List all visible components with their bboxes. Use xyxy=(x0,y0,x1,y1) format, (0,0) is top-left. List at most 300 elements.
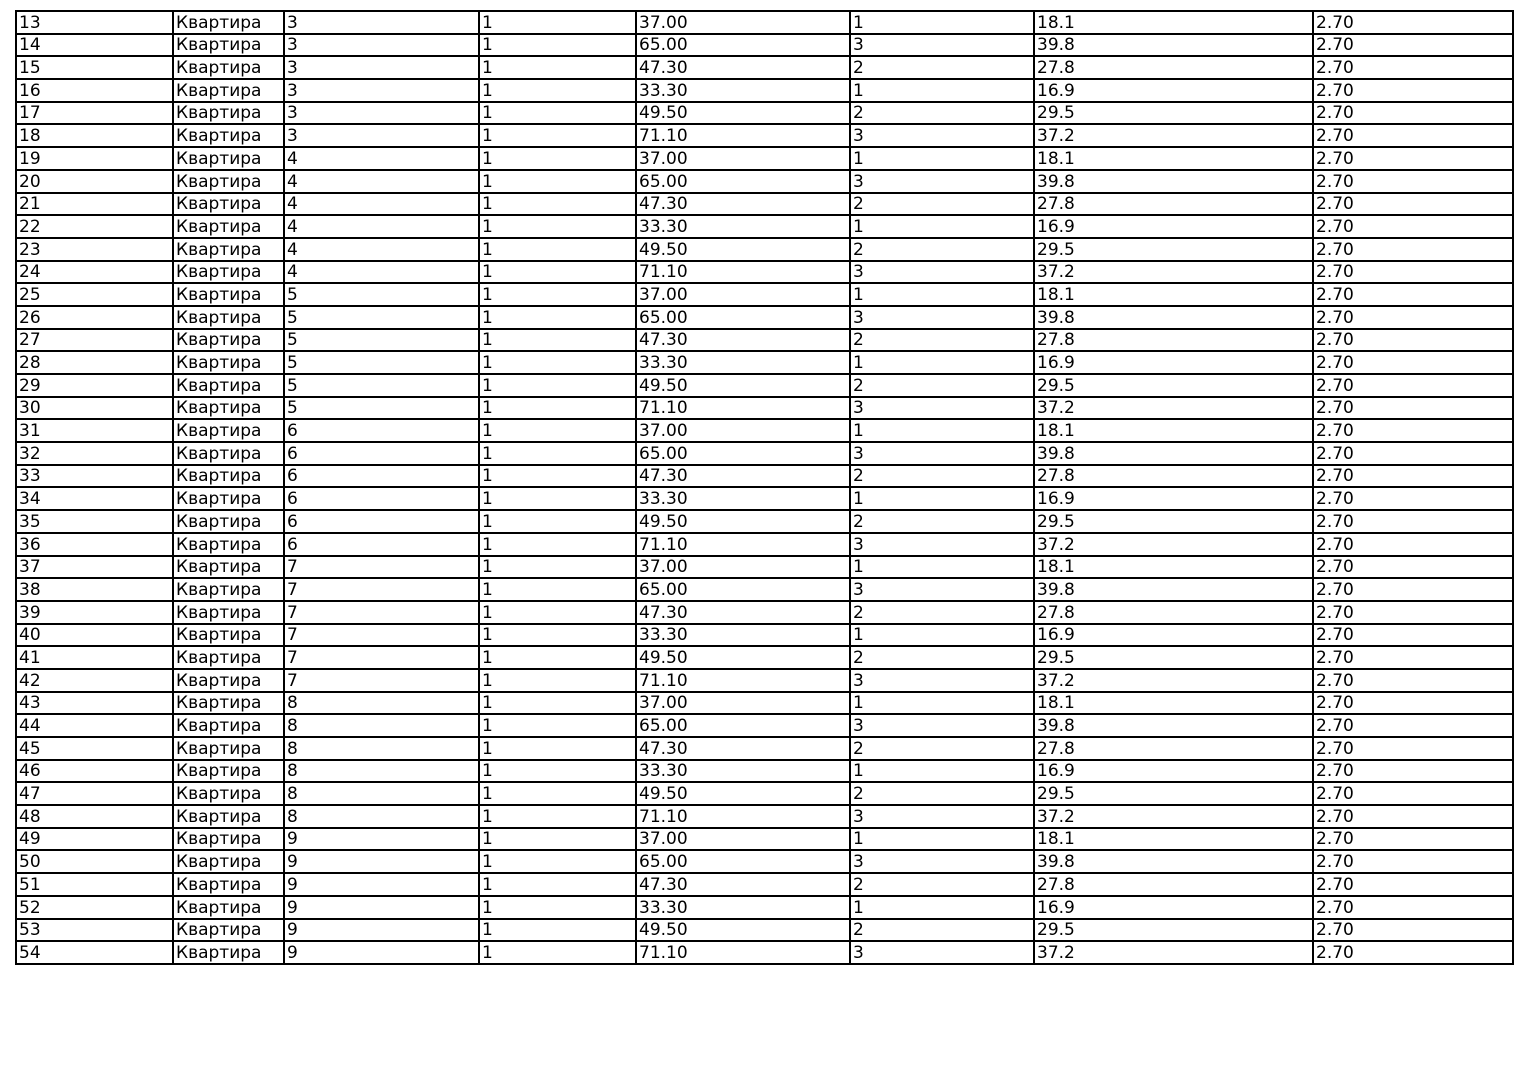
cell-living-area: 18.1 xyxy=(1034,419,1313,442)
cell-rooms: 1 xyxy=(850,11,1034,34)
cell-type: Квартира xyxy=(173,397,284,420)
cell-living-area: 16.9 xyxy=(1034,624,1313,647)
cell-number: 54 xyxy=(16,941,173,964)
cell-floor: 3 xyxy=(284,56,479,79)
cell-type: Квартира xyxy=(173,669,284,692)
cell-living-area: 29.5 xyxy=(1034,782,1313,805)
cell-number: 17 xyxy=(16,102,173,125)
cell-number: 45 xyxy=(16,737,173,760)
cell-total-area: 49.50 xyxy=(636,374,850,397)
cell-rooms: 3 xyxy=(850,306,1034,329)
cell-number: 52 xyxy=(16,896,173,919)
cell-number: 14 xyxy=(16,34,173,57)
cell-type: Квартира xyxy=(173,601,284,624)
cell-number: 31 xyxy=(16,419,173,442)
cell-floor: 9 xyxy=(284,941,479,964)
cell-type: Квартира xyxy=(173,510,284,533)
cell-rooms: 3 xyxy=(850,34,1034,57)
cell-ceiling-height: 2.70 xyxy=(1313,215,1513,238)
table-row xyxy=(16,306,1513,329)
cell-total-area: 65.00 xyxy=(636,34,850,57)
cell-section: 1 xyxy=(479,170,636,193)
cell-section: 1 xyxy=(479,34,636,57)
cell-total-area: 37.00 xyxy=(636,828,850,851)
cell-ceiling-height: 2.70 xyxy=(1313,737,1513,760)
cell-total-area: 49.50 xyxy=(636,102,850,125)
cell-total-area: 47.30 xyxy=(636,329,850,352)
cell-type: Квартира xyxy=(173,782,284,805)
cell-section: 1 xyxy=(479,692,636,715)
cell-rooms: 3 xyxy=(850,442,1034,465)
cell-section: 1 xyxy=(479,941,636,964)
cell-living-area: 39.8 xyxy=(1034,442,1313,465)
cell-type: Квартира xyxy=(173,374,284,397)
table-row xyxy=(16,533,1513,556)
cell-section: 1 xyxy=(479,283,636,306)
cell-rooms: 2 xyxy=(850,374,1034,397)
cell-living-area: 16.9 xyxy=(1034,896,1313,919)
cell-floor: 3 xyxy=(284,11,479,34)
table-row xyxy=(16,850,1513,873)
cell-floor: 8 xyxy=(284,782,479,805)
cell-ceiling-height: 2.70 xyxy=(1313,374,1513,397)
cell-rooms: 2 xyxy=(850,102,1034,125)
cell-rooms: 1 xyxy=(850,215,1034,238)
cell-living-area: 16.9 xyxy=(1034,351,1313,374)
cell-floor: 9 xyxy=(284,896,479,919)
cell-section: 1 xyxy=(479,124,636,147)
cell-ceiling-height: 2.70 xyxy=(1313,465,1513,488)
cell-ceiling-height: 2.70 xyxy=(1313,646,1513,669)
cell-ceiling-height: 2.70 xyxy=(1313,601,1513,624)
cell-total-area: 33.30 xyxy=(636,487,850,510)
cell-living-area: 27.8 xyxy=(1034,56,1313,79)
cell-section: 1 xyxy=(479,215,636,238)
cell-rooms: 2 xyxy=(850,238,1034,261)
cell-total-area: 47.30 xyxy=(636,56,850,79)
cell-section: 1 xyxy=(479,805,636,828)
cell-living-area: 27.8 xyxy=(1034,737,1313,760)
cell-ceiling-height: 2.70 xyxy=(1313,79,1513,102)
cell-number: 28 xyxy=(16,351,173,374)
cell-section: 1 xyxy=(479,556,636,579)
table-row xyxy=(16,351,1513,374)
cell-ceiling-height: 2.70 xyxy=(1313,102,1513,125)
cell-living-area: 37.2 xyxy=(1034,669,1313,692)
cell-living-area: 18.1 xyxy=(1034,692,1313,715)
cell-type: Квартира xyxy=(173,760,284,783)
table-row xyxy=(16,828,1513,851)
cell-living-area: 16.9 xyxy=(1034,79,1313,102)
cell-total-area: 65.00 xyxy=(636,850,850,873)
cell-total-area: 33.30 xyxy=(636,79,850,102)
cell-type: Квартира xyxy=(173,465,284,488)
table-row xyxy=(16,782,1513,805)
table-row xyxy=(16,56,1513,79)
cell-floor: 7 xyxy=(284,646,479,669)
cell-section: 1 xyxy=(479,419,636,442)
cell-type: Квартира xyxy=(173,306,284,329)
cell-ceiling-height: 2.70 xyxy=(1313,760,1513,783)
table-row xyxy=(16,215,1513,238)
table-body xyxy=(16,11,1513,964)
cell-number: 50 xyxy=(16,850,173,873)
cell-type: Квартира xyxy=(173,34,284,57)
cell-total-area: 47.30 xyxy=(636,601,850,624)
cell-total-area: 37.00 xyxy=(636,692,850,715)
cell-floor: 5 xyxy=(284,306,479,329)
cell-living-area: 18.1 xyxy=(1034,11,1313,34)
cell-total-area: 37.00 xyxy=(636,147,850,170)
cell-total-area: 47.30 xyxy=(636,737,850,760)
cell-type: Квартира xyxy=(173,941,284,964)
cell-floor: 4 xyxy=(284,147,479,170)
cell-rooms: 2 xyxy=(850,465,1034,488)
cell-rooms: 2 xyxy=(850,601,1034,624)
cell-floor: 6 xyxy=(284,487,479,510)
cell-total-area: 49.50 xyxy=(636,238,850,261)
cell-type: Квартира xyxy=(173,261,284,284)
cell-living-area: 39.8 xyxy=(1034,578,1313,601)
cell-type: Квартира xyxy=(173,737,284,760)
cell-section: 1 xyxy=(479,306,636,329)
cell-type: Квартира xyxy=(173,329,284,352)
cell-type: Квартира xyxy=(173,624,284,647)
table-row xyxy=(16,374,1513,397)
cell-floor: 9 xyxy=(284,828,479,851)
table-row xyxy=(16,487,1513,510)
cell-floor: 8 xyxy=(284,737,479,760)
cell-ceiling-height: 2.70 xyxy=(1313,419,1513,442)
table-row xyxy=(16,11,1513,34)
cell-total-area: 71.10 xyxy=(636,124,850,147)
cell-section: 1 xyxy=(479,760,636,783)
cell-number: 23 xyxy=(16,238,173,261)
cell-floor: 6 xyxy=(284,465,479,488)
cell-section: 1 xyxy=(479,669,636,692)
cell-rooms: 3 xyxy=(850,533,1034,556)
cell-ceiling-height: 2.70 xyxy=(1313,896,1513,919)
cell-number: 13 xyxy=(16,11,173,34)
cell-rooms: 3 xyxy=(850,850,1034,873)
table-row xyxy=(16,737,1513,760)
cell-type: Квартира xyxy=(173,442,284,465)
cell-living-area: 27.8 xyxy=(1034,193,1313,216)
cell-ceiling-height: 2.70 xyxy=(1313,147,1513,170)
cell-section: 1 xyxy=(479,147,636,170)
cell-living-area: 29.5 xyxy=(1034,646,1313,669)
cell-living-area: 16.9 xyxy=(1034,215,1313,238)
cell-living-area: 37.2 xyxy=(1034,533,1313,556)
cell-total-area: 65.00 xyxy=(636,306,850,329)
cell-number: 33 xyxy=(16,465,173,488)
cell-rooms: 2 xyxy=(850,56,1034,79)
cell-living-area: 37.2 xyxy=(1034,261,1313,284)
cell-total-area: 65.00 xyxy=(636,170,850,193)
cell-total-area: 65.00 xyxy=(636,442,850,465)
cell-living-area: 18.1 xyxy=(1034,283,1313,306)
cell-living-area: 39.8 xyxy=(1034,714,1313,737)
cell-number: 15 xyxy=(16,56,173,79)
cell-ceiling-height: 2.70 xyxy=(1313,124,1513,147)
cell-type: Квартира xyxy=(173,873,284,896)
cell-ceiling-height: 2.70 xyxy=(1313,919,1513,942)
cell-ceiling-height: 2.70 xyxy=(1313,170,1513,193)
cell-living-area: 18.1 xyxy=(1034,556,1313,579)
cell-floor: 8 xyxy=(284,805,479,828)
cell-ceiling-height: 2.70 xyxy=(1313,624,1513,647)
cell-total-area: 33.30 xyxy=(636,760,850,783)
cell-type: Квартира xyxy=(173,283,284,306)
cell-rooms: 2 xyxy=(850,646,1034,669)
cell-total-area: 71.10 xyxy=(636,533,850,556)
cell-section: 1 xyxy=(479,102,636,125)
cell-total-area: 33.30 xyxy=(636,624,850,647)
cell-type: Квартира xyxy=(173,692,284,715)
cell-section: 1 xyxy=(479,261,636,284)
cell-floor: 7 xyxy=(284,624,479,647)
cell-number: 21 xyxy=(16,193,173,216)
table-row xyxy=(16,714,1513,737)
table-row xyxy=(16,283,1513,306)
cell-total-area: 37.00 xyxy=(636,556,850,579)
cell-total-area: 37.00 xyxy=(636,283,850,306)
cell-section: 1 xyxy=(479,329,636,352)
table-row xyxy=(16,692,1513,715)
table-row xyxy=(16,34,1513,57)
cell-section: 1 xyxy=(479,11,636,34)
cell-type: Квартира xyxy=(173,238,284,261)
cell-type: Квартира xyxy=(173,419,284,442)
cell-rooms: 3 xyxy=(850,397,1034,420)
cell-ceiling-height: 2.70 xyxy=(1313,782,1513,805)
cell-floor: 8 xyxy=(284,760,479,783)
table-row xyxy=(16,329,1513,352)
cell-type: Квартира xyxy=(173,556,284,579)
cell-rooms: 3 xyxy=(850,805,1034,828)
cell-ceiling-height: 2.70 xyxy=(1313,238,1513,261)
cell-living-area: 39.8 xyxy=(1034,306,1313,329)
cell-living-area: 27.8 xyxy=(1034,601,1313,624)
cell-living-area: 18.1 xyxy=(1034,828,1313,851)
cell-floor: 4 xyxy=(284,238,479,261)
cell-living-area: 29.5 xyxy=(1034,919,1313,942)
cell-section: 1 xyxy=(479,782,636,805)
cell-ceiling-height: 2.70 xyxy=(1313,533,1513,556)
cell-floor: 7 xyxy=(284,556,479,579)
cell-type: Квартира xyxy=(173,533,284,556)
table-row xyxy=(16,578,1513,601)
cell-number: 34 xyxy=(16,487,173,510)
cell-ceiling-height: 2.70 xyxy=(1313,669,1513,692)
cell-ceiling-height: 2.70 xyxy=(1313,351,1513,374)
cell-rooms: 2 xyxy=(850,193,1034,216)
table-row xyxy=(16,124,1513,147)
cell-living-area: 29.5 xyxy=(1034,102,1313,125)
cell-rooms: 2 xyxy=(850,510,1034,533)
cell-floor: 4 xyxy=(284,170,479,193)
cell-rooms: 2 xyxy=(850,737,1034,760)
table-row xyxy=(16,261,1513,284)
cell-floor: 9 xyxy=(284,919,479,942)
cell-number: 48 xyxy=(16,805,173,828)
cell-rooms: 2 xyxy=(850,919,1034,942)
cell-number: 36 xyxy=(16,533,173,556)
table-row xyxy=(16,805,1513,828)
cell-floor: 4 xyxy=(284,193,479,216)
apartment-table xyxy=(15,10,1514,965)
cell-floor: 7 xyxy=(284,578,479,601)
cell-ceiling-height: 2.70 xyxy=(1313,805,1513,828)
cell-number: 41 xyxy=(16,646,173,669)
table-row xyxy=(16,556,1513,579)
cell-number: 32 xyxy=(16,442,173,465)
cell-section: 1 xyxy=(479,351,636,374)
cell-type: Квартира xyxy=(173,714,284,737)
cell-number: 51 xyxy=(16,873,173,896)
cell-ceiling-height: 2.70 xyxy=(1313,828,1513,851)
cell-floor: 3 xyxy=(284,124,479,147)
cell-number: 16 xyxy=(16,79,173,102)
cell-number: 22 xyxy=(16,215,173,238)
table-row xyxy=(16,465,1513,488)
cell-living-area: 16.9 xyxy=(1034,487,1313,510)
cell-rooms: 3 xyxy=(850,669,1034,692)
cell-total-area: 65.00 xyxy=(636,578,850,601)
cell-total-area: 71.10 xyxy=(636,941,850,964)
cell-number: 38 xyxy=(16,578,173,601)
cell-floor: 5 xyxy=(284,374,479,397)
table-row xyxy=(16,760,1513,783)
cell-total-area: 71.10 xyxy=(636,669,850,692)
cell-rooms: 2 xyxy=(850,873,1034,896)
cell-total-area: 71.10 xyxy=(636,805,850,828)
table-row xyxy=(16,397,1513,420)
cell-living-area: 29.5 xyxy=(1034,374,1313,397)
cell-section: 1 xyxy=(479,873,636,896)
cell-rooms: 1 xyxy=(850,79,1034,102)
cell-rooms: 1 xyxy=(850,692,1034,715)
table-row xyxy=(16,419,1513,442)
cell-floor: 7 xyxy=(284,669,479,692)
cell-number: 25 xyxy=(16,283,173,306)
table-row xyxy=(16,601,1513,624)
cell-type: Квартира xyxy=(173,850,284,873)
cell-number: 49 xyxy=(16,828,173,851)
cell-section: 1 xyxy=(479,646,636,669)
cell-total-area: 49.50 xyxy=(636,510,850,533)
cell-rooms: 1 xyxy=(850,351,1034,374)
table-row xyxy=(16,919,1513,942)
cell-living-area: 27.8 xyxy=(1034,329,1313,352)
table-row xyxy=(16,669,1513,692)
cell-ceiling-height: 2.70 xyxy=(1313,261,1513,284)
cell-total-area: 37.00 xyxy=(636,419,850,442)
table-row xyxy=(16,896,1513,919)
cell-living-area: 29.5 xyxy=(1034,238,1313,261)
cell-total-area: 33.30 xyxy=(636,351,850,374)
cell-section: 1 xyxy=(479,442,636,465)
cell-section: 1 xyxy=(479,919,636,942)
cell-floor: 7 xyxy=(284,601,479,624)
table-row xyxy=(16,79,1513,102)
cell-rooms: 3 xyxy=(850,261,1034,284)
cell-number: 35 xyxy=(16,510,173,533)
cell-number: 20 xyxy=(16,170,173,193)
cell-ceiling-height: 2.70 xyxy=(1313,556,1513,579)
cell-total-area: 71.10 xyxy=(636,397,850,420)
cell-rooms: 2 xyxy=(850,782,1034,805)
cell-type: Квартира xyxy=(173,919,284,942)
cell-section: 1 xyxy=(479,533,636,556)
cell-ceiling-height: 2.70 xyxy=(1313,850,1513,873)
cell-total-area: 33.30 xyxy=(636,896,850,919)
cell-total-area: 47.30 xyxy=(636,873,850,896)
cell-floor: 3 xyxy=(284,79,479,102)
cell-number: 37 xyxy=(16,556,173,579)
cell-floor: 5 xyxy=(284,397,479,420)
cell-total-area: 47.30 xyxy=(636,465,850,488)
cell-total-area: 49.50 xyxy=(636,782,850,805)
cell-number: 40 xyxy=(16,624,173,647)
cell-number: 39 xyxy=(16,601,173,624)
table-row xyxy=(16,238,1513,261)
cell-living-area: 37.2 xyxy=(1034,397,1313,420)
cell-ceiling-height: 2.70 xyxy=(1313,11,1513,34)
cell-number: 47 xyxy=(16,782,173,805)
cell-section: 1 xyxy=(479,374,636,397)
cell-type: Квартира xyxy=(173,805,284,828)
cell-number: 42 xyxy=(16,669,173,692)
cell-section: 1 xyxy=(479,510,636,533)
cell-total-area: 37.00 xyxy=(636,11,850,34)
cell-ceiling-height: 2.70 xyxy=(1313,34,1513,57)
cell-rooms: 3 xyxy=(850,578,1034,601)
cell-rooms: 1 xyxy=(850,828,1034,851)
cell-floor: 5 xyxy=(284,329,479,352)
cell-type: Квартира xyxy=(173,193,284,216)
cell-section: 1 xyxy=(479,238,636,261)
cell-rooms: 1 xyxy=(850,147,1034,170)
cell-ceiling-height: 2.70 xyxy=(1313,397,1513,420)
cell-floor: 8 xyxy=(284,714,479,737)
cell-ceiling-height: 2.70 xyxy=(1313,487,1513,510)
cell-ceiling-height: 2.70 xyxy=(1313,873,1513,896)
cell-section: 1 xyxy=(479,465,636,488)
cell-total-area: 47.30 xyxy=(636,193,850,216)
cell-number: 44 xyxy=(16,714,173,737)
cell-floor: 8 xyxy=(284,692,479,715)
cell-living-area: 16.9 xyxy=(1034,760,1313,783)
table-row xyxy=(16,873,1513,896)
cell-number: 27 xyxy=(16,329,173,352)
cell-ceiling-height: 2.70 xyxy=(1313,714,1513,737)
cell-section: 1 xyxy=(479,714,636,737)
cell-floor: 6 xyxy=(284,442,479,465)
cell-ceiling-height: 2.70 xyxy=(1313,283,1513,306)
cell-number: 24 xyxy=(16,261,173,284)
cell-living-area: 29.5 xyxy=(1034,510,1313,533)
cell-type: Квартира xyxy=(173,351,284,374)
cell-type: Квартира xyxy=(173,215,284,238)
cell-section: 1 xyxy=(479,624,636,647)
cell-floor: 6 xyxy=(284,419,479,442)
cell-ceiling-height: 2.70 xyxy=(1313,306,1513,329)
cell-section: 1 xyxy=(479,896,636,919)
cell-rooms: 2 xyxy=(850,329,1034,352)
cell-ceiling-height: 2.70 xyxy=(1313,941,1513,964)
cell-living-area: 18.1 xyxy=(1034,147,1313,170)
